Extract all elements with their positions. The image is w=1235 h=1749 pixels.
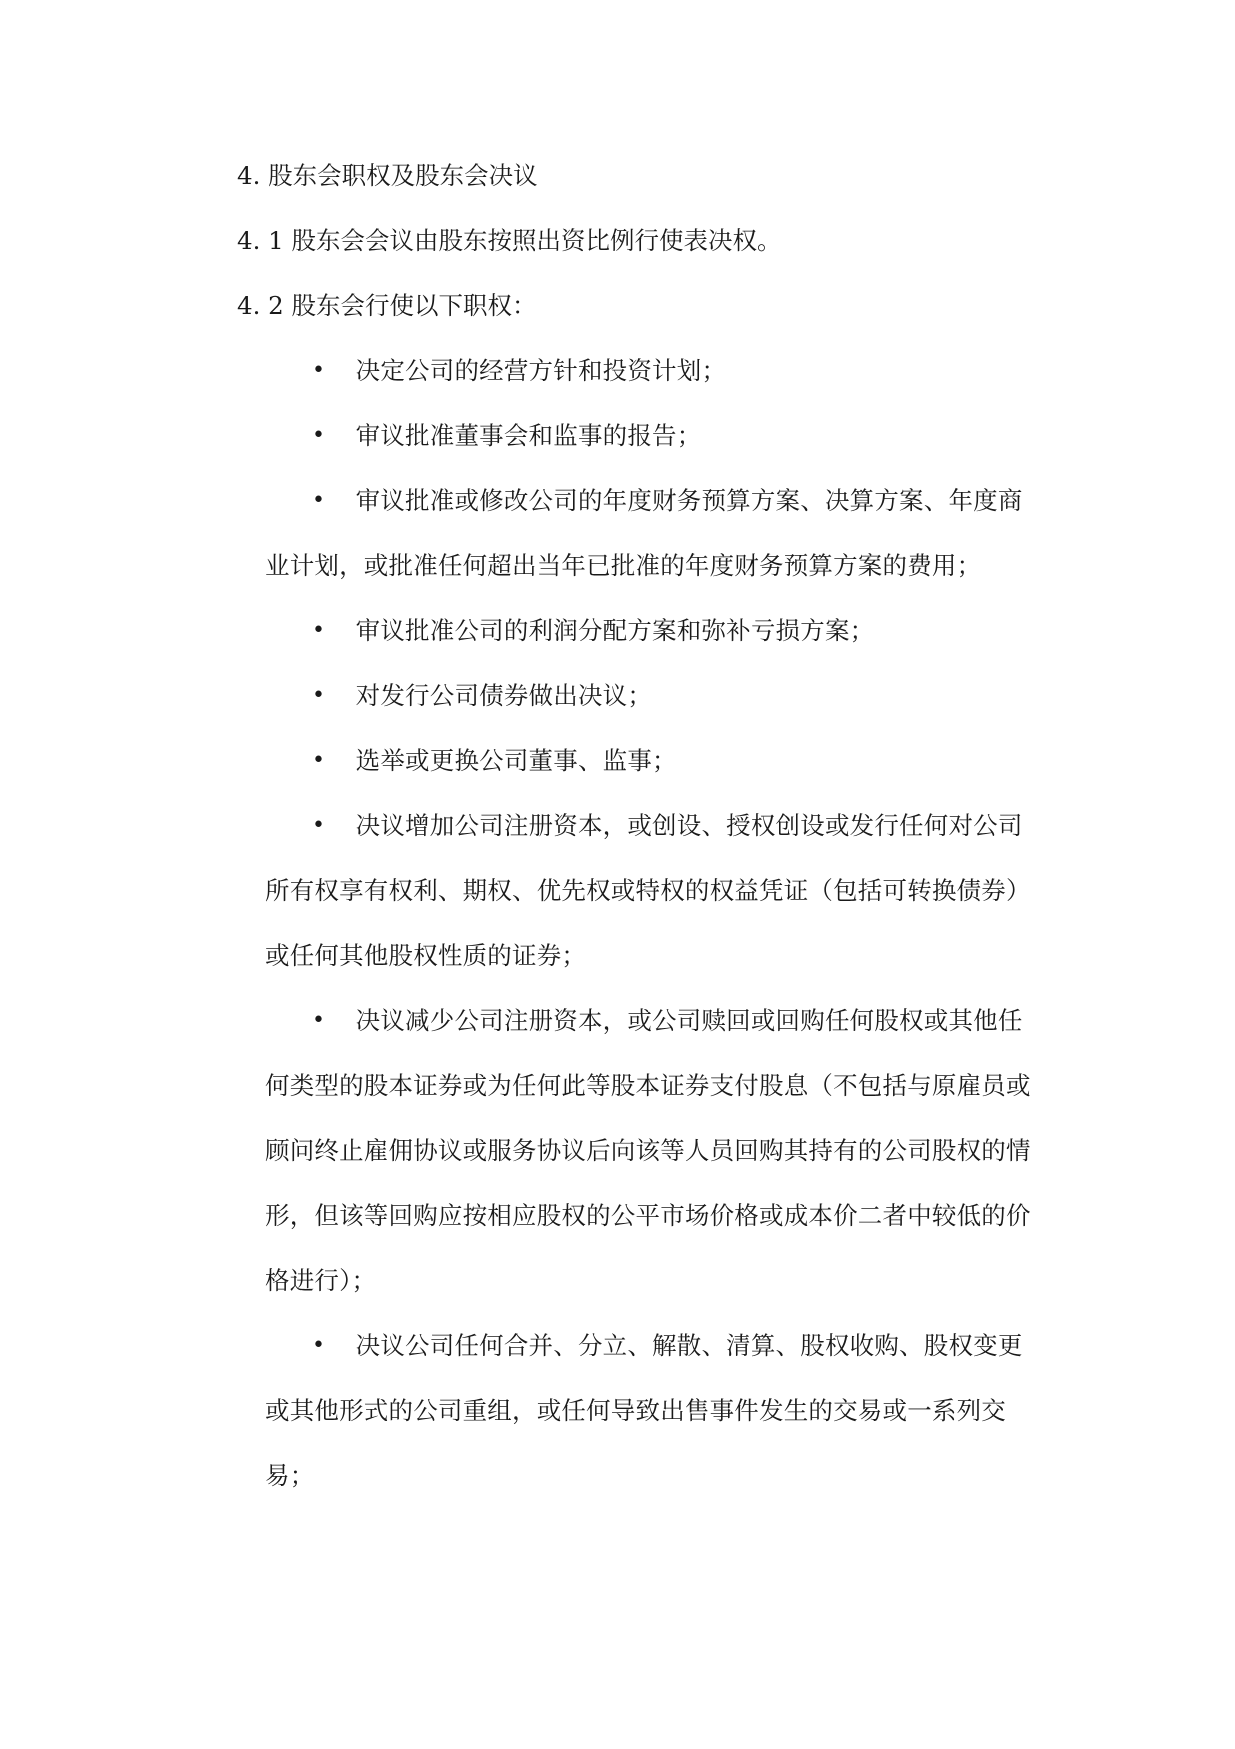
list-item-text: 审议批准公司的利润分配方案和弥补亏损方案； [355, 616, 875, 645]
clause-4-2: 4. 2 股东会行使以下职权： [237, 291, 537, 320]
list-item [240, 793, 1040, 988]
bullet-icon: • [312, 1008, 326, 1033]
powers-list [240, 338, 1040, 1508]
list-item [240, 1313, 1040, 1508]
list-item-text: 审议批准董事会和监事的报告； [355, 421, 702, 450]
bullet-icon: • [312, 488, 326, 513]
list-item [240, 468, 1040, 598]
bullet-icon: • [312, 748, 326, 773]
document-body [237, 143, 1040, 1508]
bullet-icon: • [312, 618, 326, 643]
list-item [240, 403, 1040, 468]
list-item [240, 338, 1040, 403]
bullet-icon: • [312, 358, 326, 383]
list-item [240, 598, 1040, 663]
list-item-text: 审议批准或修改公司的年度财务预算方案、决算方案、年度商业计划，或批准任何超出当年已批准的年度财务预算方案的费用； [265, 486, 1023, 580]
list-item-text: 对发行公司债券做出决议； [355, 681, 653, 710]
list-item-text: 决议公司任何合并、分立、解散、清算、股权收购、股权变更或其他形式的公司重组，或任何导致出售事件发生的交易或一系列交易； [265, 1331, 1023, 1490]
bullet-icon: • [312, 423, 326, 448]
list-item [240, 988, 1040, 1313]
list-item-text: 选举或更换公司董事、监事； [355, 746, 677, 775]
list-item-text: 决定公司的经营方针和投资计划； [355, 356, 727, 385]
clause-4-1: 4. 1 股东会会议由股东按照出资比例行使表决权。 [237, 226, 782, 255]
section-heading: 4. 股东会职权及股东会决议 [237, 161, 538, 190]
list-item [240, 663, 1040, 728]
bullet-icon: • [312, 683, 326, 708]
list-item-text: 决议减少公司注册资本，或公司赎回或回购任何股权或其他任何类型的股本证券或为任何此等股本证券支付股息（不包括与原雇员或顾问终止雇佣协议或服务协议后向该等人员回购其持有的公司股权的情形，但该等回购应按相应股权的公平市场价格或成本价二者中较低的价格进行）； [265, 1006, 1031, 1295]
bullet-icon: • [312, 813, 326, 838]
list-item-text: 决议增加公司注册资本，或创设、授权创设或发行任何对公司所有权享有权利、期权、优先权或特权的权益凭证（包括可转换债券）或任何其他股权性质的证券； [265, 811, 1031, 970]
list-item [240, 728, 1040, 793]
bullet-icon: • [312, 1333, 326, 1358]
